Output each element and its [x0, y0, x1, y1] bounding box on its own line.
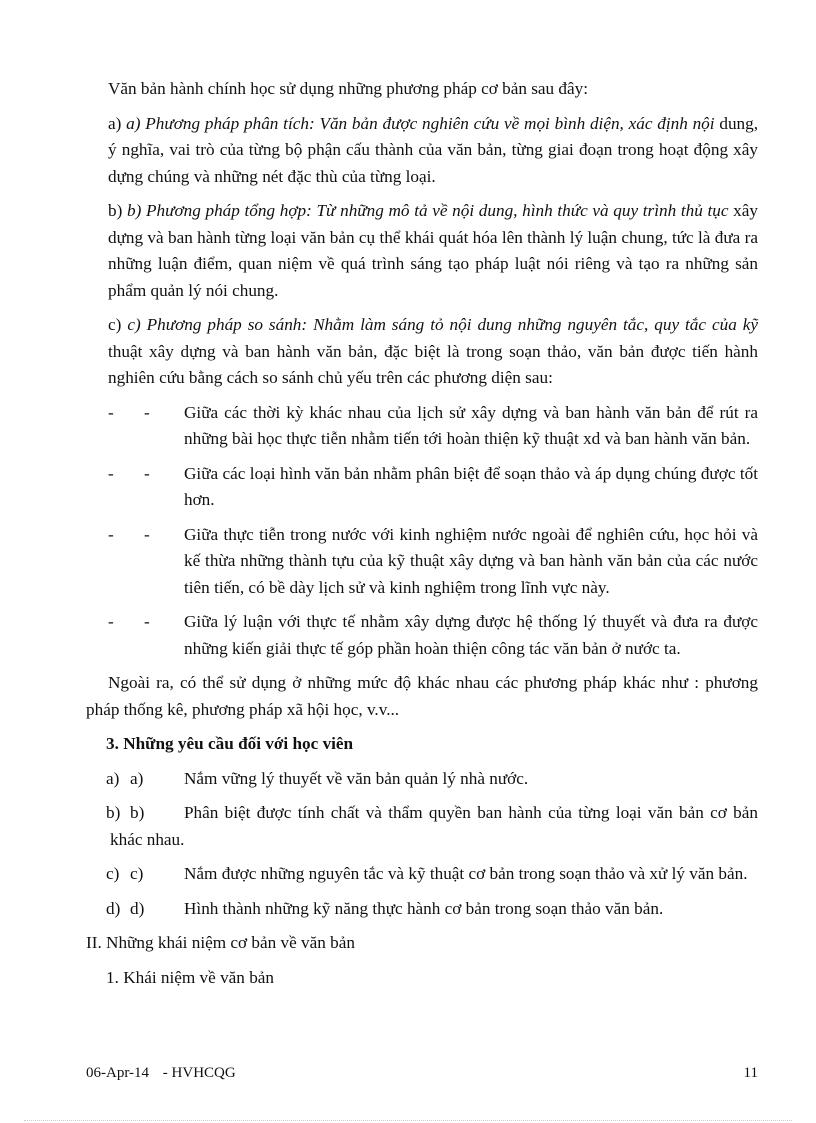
method-text: thuật xây dựng và ban hành văn bản, đặc biệt là trong soạn thảo, văn bản được tiến hành nghiên cứu bằng cách so sánh chủ yếu trên các phương diện sau:	[108, 341, 758, 387]
method-italic: b) Phương pháp tổng hợp: Từ những mô tả về nội dung, hình thức và quy trình thủ tục	[127, 201, 729, 220]
dash-marker: -	[108, 402, 114, 422]
list-marker: c)	[106, 864, 120, 883]
comparison-item	[86, 461, 758, 514]
dash-marker: -	[144, 402, 150, 422]
method-italic: a) Phương pháp phân tích: Văn bản được nghiên cứu về mọi bình diện, xác định nội	[126, 113, 715, 133]
requirement-text: Nắm được những nguyên tắc và kỹ thuật cơ bản trong soạn thảo và xử lý văn bản.	[184, 864, 748, 883]
page-footer	[86, 1060, 758, 1087]
dash-marker: -	[108, 463, 114, 483]
list-marker: a)	[106, 768, 120, 788]
page-number: 11	[743, 1065, 758, 1081]
comparison-item	[86, 522, 758, 602]
comparison-text: Giữa thực tiễn trong nước với kinh nghiệm nước ngoài để nghiên cứu, học hỏi và kế thừa những thành tựu của kỹ thuật xây dựng và ban hành văn bản của các nước tiên tiến, có bề dày lịch sử và kinh nghiệm trong lĩnh vực này.	[184, 524, 758, 597]
method-item-b	[86, 198, 758, 304]
method-marker: a)	[108, 113, 122, 133]
list-marker: c)	[130, 864, 144, 883]
method-item-a	[86, 111, 758, 191]
list-marker: d)	[130, 898, 145, 918]
intro-paragraph: Văn bản hành chính học sử dụng những phương pháp cơ bản sau đây:	[108, 79, 589, 98]
other-methods-paragraph: Ngoài ra, có thể sử dụng ở những mức độ khác nhau các phương pháp khác như : phương pháp thống kê, phương pháp xã hội học, v.v...	[86, 673, 758, 719]
document-page	[86, 76, 758, 999]
method-marker: b)	[108, 201, 123, 220]
method-marker: c)	[108, 315, 122, 334]
dash-marker: -	[144, 612, 150, 631]
dash-marker: -	[108, 612, 114, 631]
comparison-item	[86, 400, 758, 453]
section-3-heading: 3. Những yêu cầu đối với học viên	[106, 734, 354, 753]
method-text: dung, ý nghĩa, vai trò của từng bộ phận cấu thành của văn bản, từng giai đoạn trong hoạt động xây dựng chúng và những nét đặc thù của từng loại.	[108, 113, 759, 186]
comparison-text: Giữa các loại hình văn bản nhằm phân biệt để soạn thảo và áp dụng chúng được tốt hơn.	[184, 463, 758, 509]
comparison-text: Giữa các thời kỳ khác nhau của lịch sử xây dựng và ban hành văn bản để rút ra những bài học thực tiễn nhằm tiến tới hoàn thiện kỹ thuật xd và ban hành văn bản.	[184, 402, 758, 448]
requirement-item	[86, 861, 758, 888]
section-II-heading: II. Những khái niệm cơ bản về văn bản	[86, 933, 355, 952]
requirement-item	[86, 896, 758, 923]
dash-marker: -	[144, 463, 150, 483]
requirement-item	[86, 800, 758, 853]
requirement-item	[86, 766, 758, 793]
footer-date: 06-Apr-14	[86, 1065, 150, 1081]
footer-org: - HVHCQG	[162, 1065, 236, 1081]
comparison-item	[86, 609, 758, 662]
list-marker: b)	[130, 803, 145, 822]
method-text: xây dựng và ban hành từng loại văn bản cụ thể khái quát hóa lên thành lý luận chung, tức là đưa ra những luận điểm, quan niệm về quá trình sáng tạo pháp luật nói riêng và tạo ra những sản phẩm quản lý nói chung.	[108, 201, 759, 300]
list-marker: b)	[106, 803, 121, 822]
subsection-1-heading: 1. Khái niệm về văn bản	[106, 967, 275, 987]
dash-marker: -	[108, 524, 114, 544]
method-item-c	[86, 312, 758, 392]
requirement-text: Hình thành những kỹ năng thực hành cơ bản trong soạn thảo văn bản.	[184, 898, 664, 918]
footer-left	[86, 1060, 246, 1087]
page-bottom-divider	[24, 1120, 792, 1121]
requirement-text: Phân biệt được tính chất và thẩm quyền ban hành của từng loại văn bản cơ bản khác nhau.	[110, 803, 758, 849]
dash-marker: -	[144, 524, 150, 544]
comparison-text: Giữa lý luận với thực tế nhằm xây dựng được hệ thống lý thuyết và đưa ra được những kiến giải thực tế góp phần hoàn thiện công tác văn bản ở nước ta.	[184, 612, 758, 658]
requirement-text: Nắm vững lý thuyết về văn bản quản lý nhà nước.	[184, 768, 529, 788]
method-italic: c) Phương pháp so sánh: Nhằm làm sáng tỏ nội dung những nguyên tắc, quy tắc của kỹ	[127, 315, 758, 334]
list-marker: d)	[106, 898, 121, 918]
list-marker: a)	[130, 768, 144, 788]
